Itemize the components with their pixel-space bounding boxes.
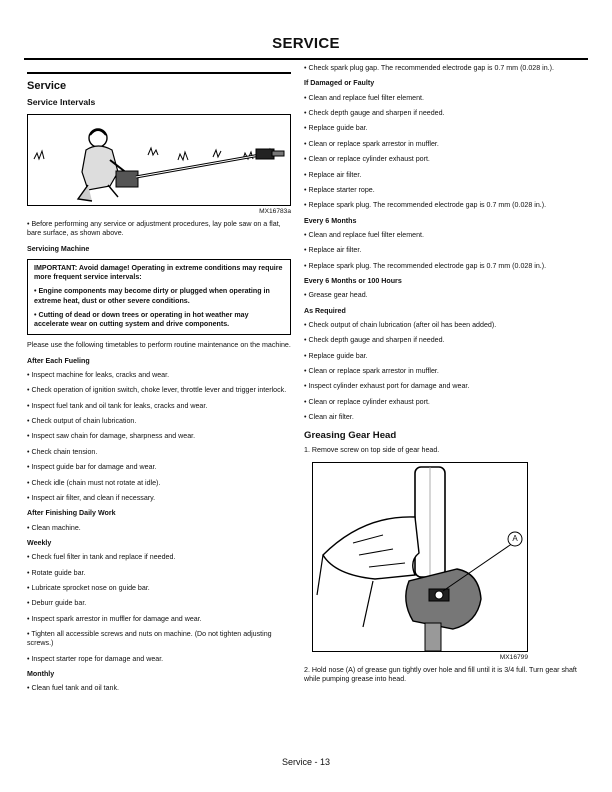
title-rule (24, 58, 588, 60)
list-item: • Check depth gauge and sharpen if needed. (304, 336, 445, 345)
list-item: • Inspect saw chain for damage, sharpness and wear. (27, 432, 196, 441)
greasing-step: 1. Remove screw on top side of gear head. (304, 446, 440, 455)
intro-text: • Before performing any service or adjustment procedures, lay pole saw on a flat, bare surface, as shown above. (27, 220, 281, 238)
list-item: • Rotate guide bar. (27, 568, 86, 577)
list-item: • Tighten all accessible screws and nuts on machine. (Do not tighten adjusting screws.) (27, 630, 272, 648)
pole-saw-illustration (28, 115, 290, 205)
list-item: • Clean machine. (27, 523, 81, 532)
after-fueling-heading: After Each Fueling (27, 356, 90, 365)
grease-gun-illustration (313, 463, 527, 651)
as-required-heading: As Required (304, 306, 346, 315)
list-item: • Check depth gauge and sharpen if needed. (304, 108, 445, 117)
six-months-heading: Every 6 Months (304, 216, 357, 225)
important-line: • Engine components may become dirty or plugged when operating in extreme heat, dust or other severe conditions. (34, 287, 270, 305)
list-item: • Inspect air filter, and clean if necessary. (27, 493, 156, 502)
servicing-heading: Servicing Machine (27, 244, 90, 253)
six-months-100h-heading: Every 6 Months or 100 Hours (304, 277, 402, 286)
list-item: • Check idle (chain must not rotate at idle). (27, 478, 161, 487)
pole-saw-figure (27, 114, 291, 206)
list-item: • Replace air filter. (304, 246, 362, 255)
section-heading: Service (27, 80, 67, 92)
list-item: • Replace guide bar. (304, 124, 368, 133)
list-item: • Clean air filter. (304, 413, 354, 422)
damaged-heading: If Damaged or Faulty (304, 79, 375, 88)
list-item: • Clean and replace fuel filter element. (304, 230, 424, 239)
list-item: • Inspect guide bar for damage and wear. (27, 463, 157, 472)
greasing-step: 2. Hold nose (A) of grease gun tightly over hole and fill until it is 3/4 full. Turn gear shaft while pumping grease into head. (304, 666, 577, 684)
list-item: • Clean and replace fuel filter element. (304, 93, 424, 102)
right-column (304, 64, 588, 691)
list-item: • Deburr guide bar. (27, 599, 87, 608)
page-number: Service - 13 (281, 757, 331, 767)
timetable-text: Please use the following timetables to perform routine maintenance on the machine. (27, 341, 291, 350)
list-item: • Clean or replace spark arrestor in muffler. (304, 367, 439, 376)
section-rule (27, 72, 291, 74)
list-item: • Check output of chain lubrication. (27, 416, 137, 425)
monthly-heading: Monthly (27, 670, 55, 679)
list-item: • Check fuel filter in tank and replace if needed. (27, 553, 176, 562)
page-title: SERVICE (272, 35, 340, 52)
important-line: • Cutting of dead or down trees or operating in hot weather may accelerate wear on cutting system and drive components. (34, 310, 249, 329)
list-item: • Replace starter rope. (304, 185, 375, 194)
list-item: • Check operation of ignition switch, choke lever, throttle lever and trigger interlock. (27, 386, 287, 395)
figure-caption: MX16783a (259, 208, 291, 215)
list-item: • Clean or replace cylinder exhaust port. (304, 155, 430, 164)
list-item: • Clean fuel tank and oil tank. (27, 684, 120, 693)
list-item: • Inspect starter rope for damage and wear. (27, 654, 164, 663)
left-column (27, 64, 291, 700)
grease-gun-figure (312, 462, 528, 652)
list-item: • Lubricate sprocket nose on guide bar. (27, 583, 150, 592)
list-item: • Inspect machine for leaks, cracks and wear. (27, 370, 170, 379)
list-item: • Replace air filter. (304, 170, 362, 179)
list-item: • Check spark plug gap. The recommended electrode gap is 0.7 mm (0.028 in.). (304, 64, 554, 72)
important-line: IMPORTANT: Avoid damage! Operating in extreme conditions may require more frequent service intervals: (34, 264, 283, 282)
list-item: • Replace spark plug. The recommended electrode gap is 0.7 mm (0.028 in.). (304, 201, 547, 210)
service-intervals-heading: Service Intervals (27, 97, 96, 107)
list-item: • Clean or replace cylinder exhaust port. (304, 397, 430, 406)
figure-caption: MX16799 (499, 653, 528, 661)
callout-label-a: A (512, 533, 518, 543)
greasing-heading: Greasing Gear Head (304, 430, 397, 442)
list-item: • Check chain tension. (27, 447, 98, 456)
list-item: • Inspect cylinder exhaust port for damage and wear. (304, 382, 470, 391)
weekly-heading: Weekly (27, 538, 52, 547)
list-item: • Inspect fuel tank and oil tank for leaks, cracks and wear. (27, 401, 208, 410)
list-item: • Check output of chain lubrication (after oil has been added). (304, 320, 497, 329)
list-item: • Grease gear head. (304, 291, 368, 300)
list-item: • Replace guide bar. (304, 351, 368, 360)
list-item: • Replace spark plug. The recommended electrode gap is 0.7 mm (0.028 in.). (304, 261, 547, 270)
after-daily-heading: After Finishing Daily Work (27, 509, 116, 518)
important-box (27, 259, 291, 335)
list-item: • Inspect spark arrestor in muffler for damage and wear. (27, 614, 202, 623)
list-item: • Clean or replace spark arrestor in muffler. (304, 139, 439, 148)
